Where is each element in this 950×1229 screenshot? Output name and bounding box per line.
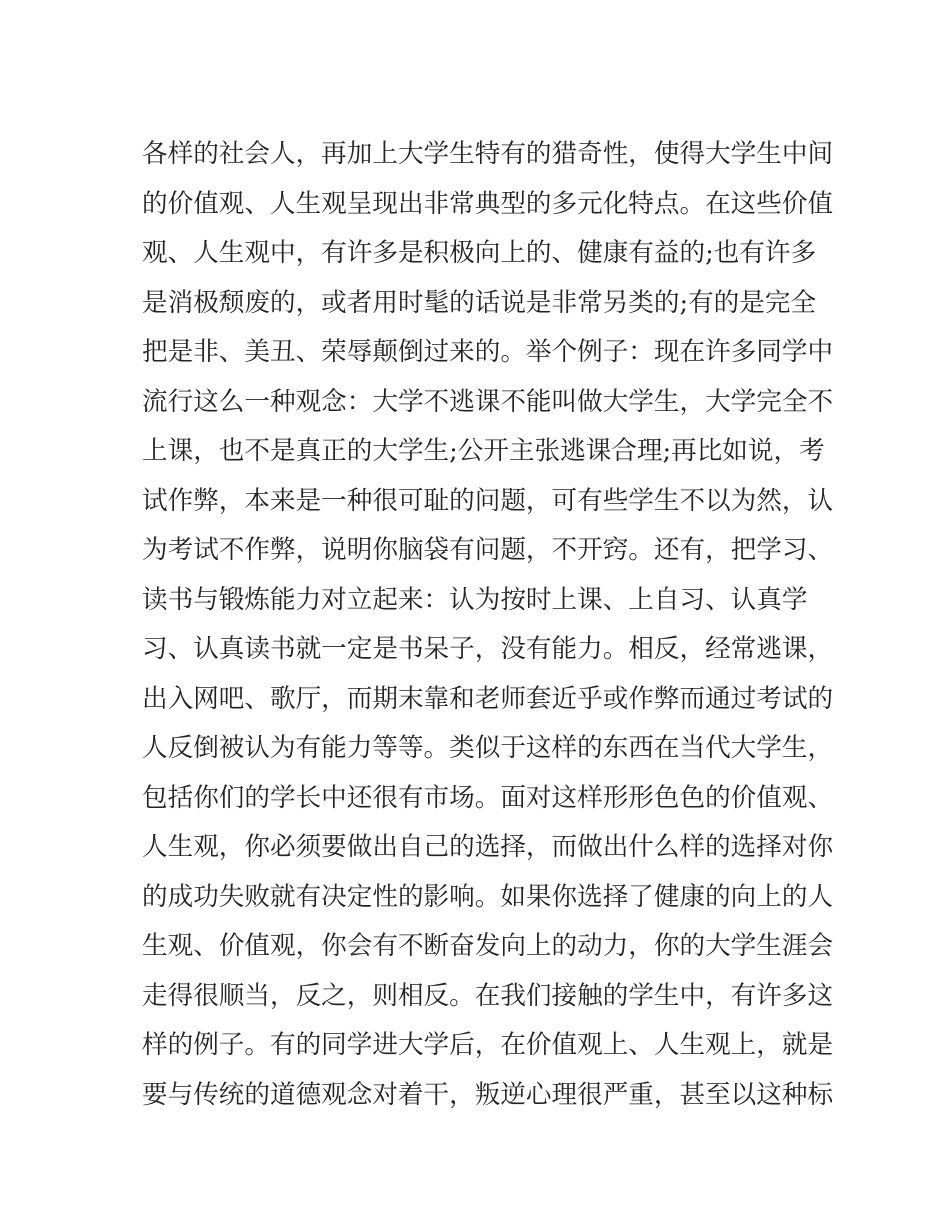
text-line: 生观、价值观，你会有不断奋发向上的动力，你的大学生涯会 — [142, 931, 834, 961]
text-line: 读书与锻炼能力对立起来：认为按时上课、上自习、认真学 — [142, 584, 808, 615]
text-line: 把是非、美丑、荣辱颠倒过来的。举个例子：现在许多同学中 — [142, 337, 834, 367]
text-line: 包括你们的学长中还很有市场。面对这样形形色色的价值观、 — [142, 782, 834, 813]
text-line: 流行这么一种观念：大学不逃课不能叫做大学生，大学完全不 — [142, 386, 834, 417]
text-line: 各样的社会人，再加上大学生特有的猎奇性，使得大学生中间 — [142, 139, 834, 169]
text-line: 上课，也不是真正的大学生;公开主张逃课合理;再比如说，考 — [142, 436, 825, 466]
text-line: 人生观，你必须要做出自己的选择，而做出什么样的选择对你 — [142, 832, 834, 862]
text-line: 出入网吧、歌厅，而期末靠和老师套近乎或作弊而通过考试的 — [142, 683, 834, 714]
document-body — [142, 130, 834, 1120]
text-line: 的成功失败就有决定性的影响。如果你选择了健康的向上的人 — [142, 881, 834, 912]
text-line: 观、人生观中，有许多是积极向上的、健康有益的;也有许多 — [142, 238, 817, 268]
text-line: 习、认真读书就一定是书呆子，没有能力。相反，经常逃课， — [142, 634, 834, 664]
text-line: 样的例子。有的同学进大学后，在价值观上、人生观上，就是 — [142, 1030, 834, 1060]
text-line: 是消极颓废的，或者用时髦的话说是非常另类的;有的是完全 — [142, 287, 817, 318]
text-line: 的价值观、人生观呈现出非常典型的多元化特点。在这些价值 — [142, 188, 834, 219]
text-line: 要与传统的道德观念对着干，叛逆心理很严重，甚至以这种标 — [142, 1079, 834, 1110]
text-line: 人反倒被认为有能力等等。类似于这样的东西在当代大学生， — [142, 733, 834, 763]
text-line: 试作弊，本来是一种很可耻的问题，可有些学生不以为然，认 — [142, 485, 834, 516]
text-line: 为考试不作弊，说明你脑袋有问题，不开窍。还有，把学习、 — [142, 535, 834, 565]
text-line: 走得很顺当，反之，则相反。在我们接触的学生中，有许多这 — [142, 980, 834, 1011]
